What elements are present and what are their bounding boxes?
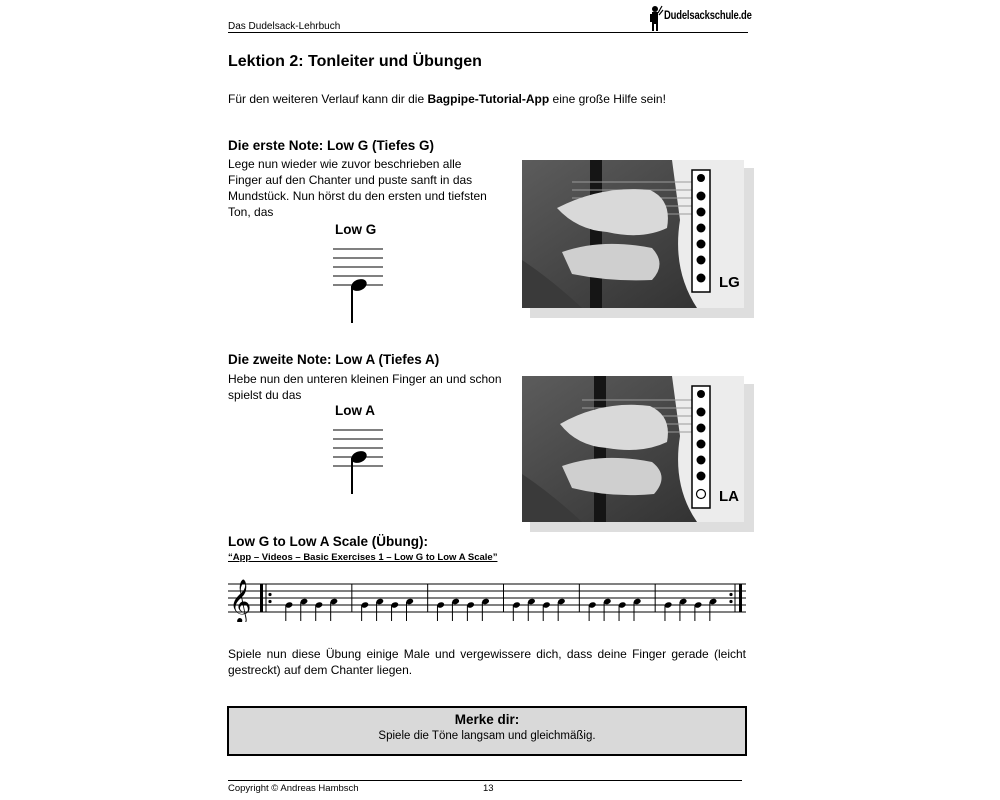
reminder-text: Spiele die Töne langsam und gleichmäßig. — [378, 730, 596, 742]
scale-notation — [226, 576, 750, 622]
repeat-start-dot — [268, 593, 271, 596]
exercise-paragraph: Spiele nun diese Übung einige Male und vergewissere dich, dass deine Finger gerade (leicht gestreckt) auf dem Chanter liegen. — [228, 647, 746, 677]
intro-suffix: eine große Hilfe sein! — [549, 92, 666, 106]
header-book-title: Das Dudelsack-Lehrbuch — [228, 21, 341, 32]
page-number: 13 — [483, 783, 494, 794]
note1-heading: Die erste Note: Low G (Tiefes G) — [228, 138, 435, 153]
lesson-title: Lektion 2: Tonleiter und Übungen — [228, 53, 482, 70]
repeat-end-dot — [729, 593, 732, 596]
repeat-end-dot — [729, 600, 732, 603]
repeat-end-thick-bar — [739, 584, 742, 612]
note1-text-line: Finger auf den Chanter und puste sanft in das — [228, 173, 473, 187]
note1-text-line: Mundstück. Nun hörst du den ersten und tiefsten — [228, 189, 487, 203]
logo-text: Dudelsackschule.de — [664, 10, 752, 22]
treble-clef-icon: 𝄞 — [229, 579, 252, 622]
note2-heading: Die zweite Note: Low A (Tiefes A) — [228, 352, 440, 367]
note1-text-line: Ton, das — [228, 205, 274, 219]
note1-text-line: Lege nun wieder wie zuvor beschrieben alle — [228, 157, 462, 171]
note2-text-line: spielst du das — [228, 388, 302, 402]
footer-rule — [228, 780, 742, 781]
note1-label: Low G — [335, 222, 377, 237]
repeat-start-thick-bar — [260, 584, 263, 612]
photo2-label: LA — [719, 488, 739, 505]
reminder-title: Merke dir: — [454, 712, 520, 727]
photo1-label: LG — [719, 274, 740, 291]
scale-subtitle: “App – Videos – Basic Exercises 1 – Low G to Low A Scale” — [228, 552, 498, 563]
note2-text-line: Hebe nun den unteren kleinen Finger an und schon — [228, 372, 502, 386]
repeat-start-dot — [268, 600, 271, 603]
intro-app-name: Bagpipe-Tutorial-App — [427, 92, 550, 106]
piper-icon — [646, 4, 664, 32]
header-rule — [228, 32, 748, 33]
footer-copyright: Copyright © Andreas Hambsch — [228, 783, 359, 794]
site-logo — [646, 4, 752, 32]
low-g-staff — [330, 243, 390, 325]
intro-text — [228, 92, 666, 106]
note1-text — [228, 156, 487, 220]
note2-text — [228, 371, 502, 403]
low-a-fingering-photo — [522, 376, 758, 536]
low-a-staff — [330, 424, 390, 496]
low-g-fingering-photo — [522, 160, 758, 322]
scale-title: Low G to Low A Scale (Übung): — [228, 534, 428, 549]
note2-label: Low A — [335, 403, 375, 418]
intro-prefix: Für den weiteren Verlauf kann dir die — [228, 92, 428, 106]
reminder-box — [227, 706, 747, 756]
